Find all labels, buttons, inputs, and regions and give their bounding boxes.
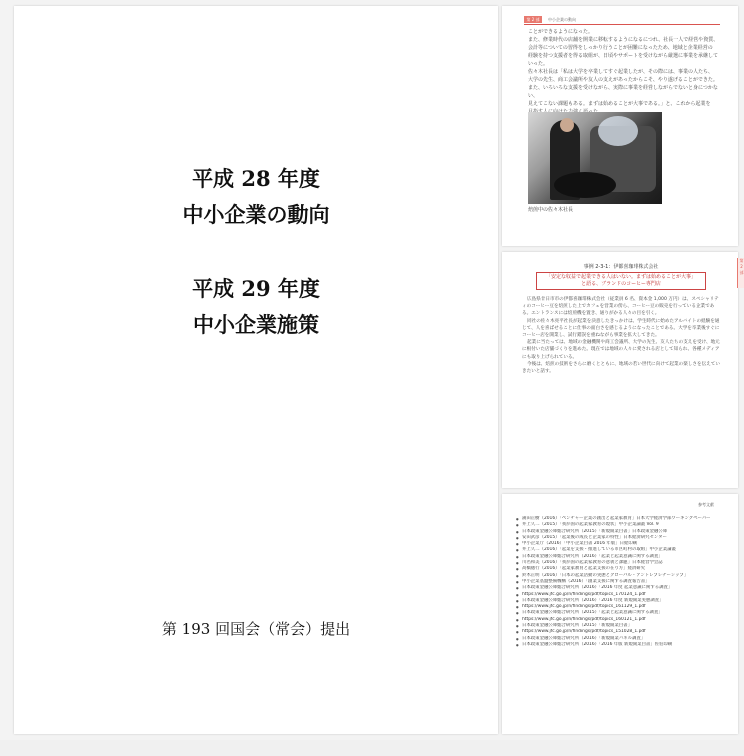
smoke	[598, 116, 638, 146]
roasting-photo	[528, 112, 662, 204]
reference-item: ● 蒲田正樹（2016）「ベンチャー企業の創出と起業家教育」日本大学経済学部ワーキングペーパー	[516, 516, 726, 522]
reference-item: ● https://www.jfc.go.jp/n/findings/pdf/topics_151028_1.pdf	[516, 629, 726, 635]
cover-title-trends: 中小企業の動向	[182, 202, 330, 227]
page-thumbnail-3[interactable]	[502, 494, 738, 734]
reference-item: ● 中小企業基盤整備機構（2016）「創業支援に関する調査報告書」	[516, 579, 726, 585]
body-line: また、修業時代の店舗を開業に移転するようになるにつれ、社長一人で経営や資質、	[528, 37, 719, 43]
references-header: 参考文献	[698, 502, 714, 507]
reference-item: ● 日本政策金融公庫総合研究所（2016）「2016 年度 起業意識に関する調査」	[516, 585, 726, 591]
reference-item: ● 井上久二（2016）「起業を支援・推進している市区町村の取組」中小企業論叢	[516, 547, 726, 553]
reference-item: ● https://www.jfc.go.jp/n/findings/pdf/topics_170124_1.pdf	[516, 592, 726, 598]
cooling-tray	[554, 172, 616, 198]
case-paragraph: 広島県廿日市市の伊都喜珈琲株式会社（従業員 6 名、資本金 1,000 万円）は、スペシャリティのコーヒー豆を焙煎した上でカフェを営業の傍ら、コーヒー豆の販売を行っている企業である。エントランスには焙煎機を置き、通りがかる人々の目を引く。	[522, 297, 719, 317]
reference-item: ● 川名和美（2016）「我が国の起業家教育の意義と課題」日本経営学会誌	[516, 560, 726, 566]
person-head	[560, 118, 574, 132]
case-headline-line: と語る、ブランドのコーヒー専門店	[581, 281, 661, 287]
reference-item: ● 鈴木正明（2016）「日本の起業活動の実態とグローバル・アントレプレナーシップ」	[516, 573, 726, 579]
case-body-text	[522, 296, 722, 482]
page-header	[524, 16, 720, 25]
cover-title-measures: 中小企業施策	[193, 312, 319, 337]
part-tag: 第 2 部	[524, 16, 542, 23]
cover-page[interactable]	[14, 6, 498, 734]
page-thumbnail-1[interactable]	[502, 6, 738, 246]
case-headline-line: 「安定な収益で起業できる人はいない。まずは始めることが大事」	[545, 274, 696, 280]
body-line: 大学の先生、商工会議所や友人の支えがあったからこそ、やり遂げることができた。	[528, 77, 718, 83]
body-line: 佐々木社長は「私は大学を卒業してすぐ起業したが、その際には、事業の人たち、	[528, 69, 714, 75]
reference-item: ● 日本政策金融公庫総合研究所（2015）「起業と起業意識に関する調査」	[516, 610, 726, 616]
reference-item: ● 中小企業庁（2016）「中小企業白書 2016 年版」日経印刷	[516, 541, 726, 547]
reference-item: ● 日本政策金融公庫総合研究所（2015）「新規開業白書」日本政策金融公庫	[516, 529, 726, 535]
body-text	[528, 28, 722, 116]
cover-title-year-29: 平成 29 年度	[192, 276, 320, 301]
case-paragraph: 起業に当たっては、地域の金融機関や商工会議所、大学の先生、友人たちの支えを受け、地元に根付いた店舗づくりを進めた。現在では地域の人々に愛される店として知られ、各種メディアにも取り上げられている。	[522, 340, 720, 360]
reference-item: ● 安田武彦（2015）「起業後の成長と企業家の特性」日本経済研究センター	[516, 535, 726, 541]
body-line: 会計等についての習得をしっかり行うことが困難になったため、地域と企業経営の	[528, 45, 713, 51]
reference-item: ● https://www.jfc.go.jp/n/findings/pdf/topics_160121_1.pdf	[516, 617, 726, 623]
case-paragraph: 同社の佐々木亮平社長が起業を決意したきっかけは、学生時代に始めたアルバイトの経験を通じて、人を喜ばせることに仕事の面白さを感じるようになったことである。大学を卒業後すぐにコーヒー店を開業し、試行錯誤を重ねながら事業を拡大してきた。	[522, 318, 720, 339]
page-thumbnail-2[interactable]	[502, 252, 738, 488]
body-line: ことができるようになった。	[528, 29, 594, 35]
reference-item: ● 井上久二（2015）「我が国の起業家教育の現状」中小企業論叢 Vol. 9	[516, 522, 726, 528]
body-line: 経験を持つ支援者を得る取組が、日頃やサポートを受けながら厳選に事業を承継していった。	[528, 53, 719, 67]
cover-title-year-28: 平成 28 年度	[192, 166, 320, 191]
case-paragraph: 今後は、焙煎の技術をさらに磨くとともに、地域の若い世代に向けて起業の楽しさを伝えていきたいと話す。	[522, 361, 720, 375]
reference-item: ● 日本政策金融公庫総合研究所（2016）「起業と起業意識に関する調査」	[516, 554, 726, 560]
case-title-box	[536, 264, 706, 290]
reference-item: ● 高橋徳行（2016）「起業家教育と起業支援の在り方」経済研究	[516, 566, 726, 572]
reference-list	[516, 516, 726, 648]
case-headline	[536, 272, 706, 290]
reference-item: ● 日本政策金融公庫総合研究所（2016）「新規開業パネル調査」	[516, 636, 726, 642]
reference-item: ● 日本政策金融公庫総合研究所（2016）「2016 年版 新規開業白書」佐伯印刷	[516, 642, 726, 648]
body-line: また、いろいろな支援を受けながら、実際に事業を経営しながらでないと身につかない、	[528, 85, 718, 99]
case-label: 事例 2-3-1：伊都喜珈琲株式会社	[583, 264, 659, 270]
photo-caption: 焙煎中の佐々木社長	[528, 207, 574, 213]
body-line: 見えてこない課題もある。まずは始めることが大事である。」と、これから起業を	[528, 101, 711, 107]
chapter-side-tab[interactable]: 第 2 部	[737, 258, 744, 288]
cover-submission-note: 第 193 回国会（常会）提出	[161, 620, 351, 638]
header-text: 中小企業の動向	[548, 17, 576, 22]
reference-item: ● https://www.jfc.go.jp/n/findings/pdf/topics_161129_1.pdf	[516, 604, 726, 610]
reference-item: ● 日本政策金融公庫総合研究所（2015）「新規開業白書」	[516, 623, 726, 629]
viewer-bottom-bar	[0, 740, 744, 756]
reference-item: ● 日本政策金融公庫総合研究所（2016）「2016 年度 新規開業実態調査」	[516, 598, 726, 604]
